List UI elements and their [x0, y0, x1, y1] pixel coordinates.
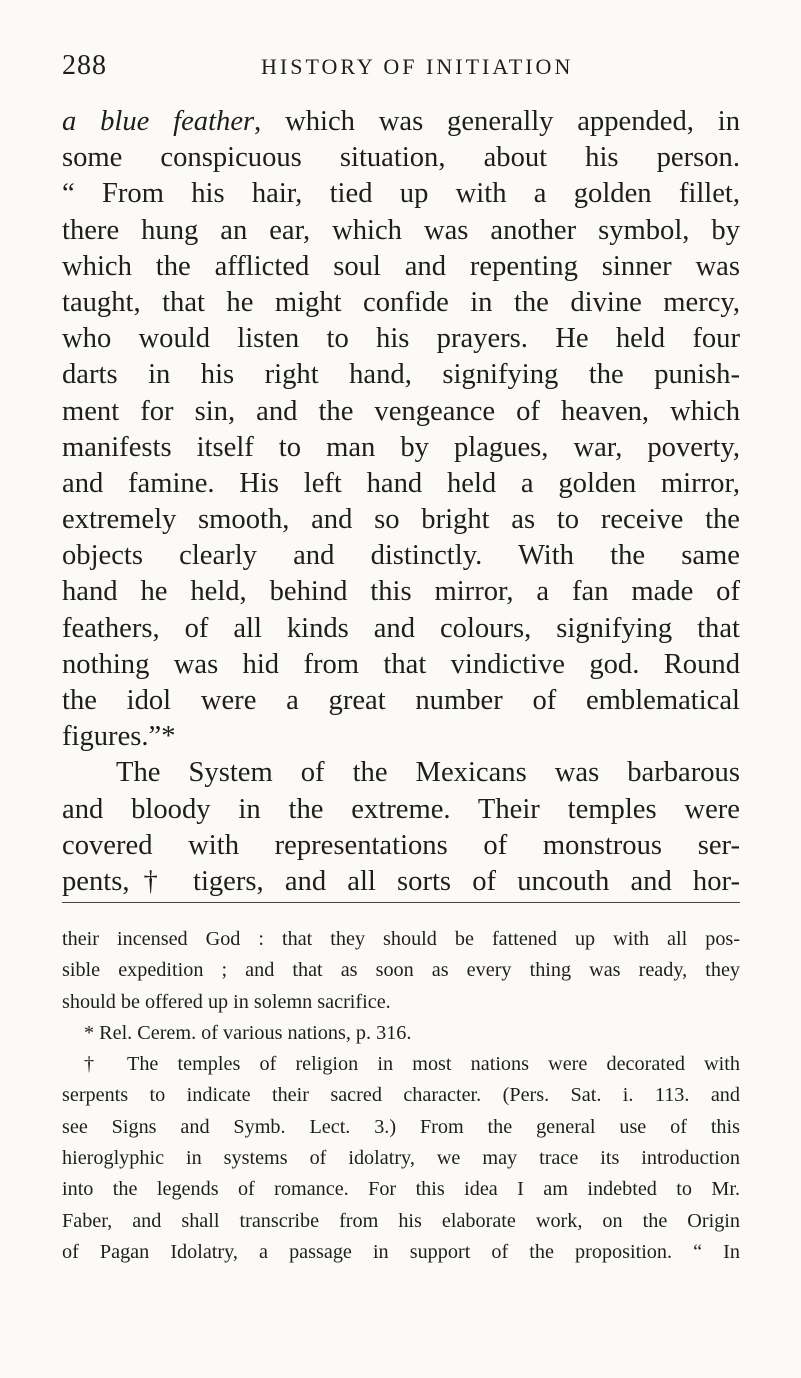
body-line: nothing was hid from that vindictive god. Round: [62, 648, 740, 680]
body-line: which the afflicted soul and repenting sinner was: [62, 250, 740, 282]
body-line: who would listen to his prayers. He held four: [62, 323, 740, 355]
footnote-line: Faber, and shall transcribe from his elaborate work, on the Origin: [62, 1209, 740, 1232]
footnote-rule: [62, 902, 740, 903]
italic-phrase: a blue feather: [62, 106, 255, 137]
footnote-line: into the legends of romance. For this idea I am indebted to Mr.: [62, 1178, 740, 1201]
body-line: and bloody in the extreme. Their temples were: [62, 793, 740, 825]
footnote-temples: † The temples of religion in most nations were decorated with: [84, 1053, 740, 1076]
page-header: [62, 50, 740, 90]
footnote-line: sible expedition ; and that as soon as every thing was ready, they: [62, 959, 740, 982]
body-line: the idol were a great number of emblematical: [62, 685, 740, 716]
body-line: pents,† tigers, and all sorts of uncouth and hor-: [62, 865, 740, 897]
running-head: HISTORY OF INITIATION: [261, 54, 574, 79]
footnote-line: serpents to indicate their sacred character. (Pers. Sat. i. 113. and: [62, 1084, 740, 1107]
footnote-line: of Pagan Idolatry, a passage in support of the proposition. “ In: [62, 1240, 740, 1263]
body-line: extremely smooth, and so bright as to receive the: [62, 504, 740, 536]
footnote-line: should be offered up in solemn sacrifice.: [62, 990, 391, 1013]
body-line: some conspicuous situation, about his person.: [62, 142, 740, 174]
body-text: [62, 104, 740, 900]
footnote-rel-cerem: * Rel. Cerem. of various nations, p. 316.: [84, 1021, 412, 1044]
body-line: “ From his hair, tied up with a golden fillet,: [62, 178, 740, 210]
body-line: darts in his right hand, signifying the punish-: [62, 359, 740, 391]
body-line: there hung an ear, which was another symbol, by: [62, 214, 740, 246]
paragraph-start: The System of the Mexicans was barbarous: [116, 757, 740, 789]
body-line: and famine. His left hand held a golden mirror,: [62, 467, 740, 499]
body-line: ment for sin, and the vengeance of heaven, which: [62, 395, 740, 427]
body-line: taught, that he might confide in the divine mercy,: [62, 286, 740, 318]
body-line: hand he held, behind this mirror, a fan made of: [62, 576, 740, 608]
footnotes: [62, 924, 740, 1268]
footnote-line: see Signs and Symb. Lect. 3.) From the general use of this: [62, 1115, 740, 1138]
body-line: objects clearly and distinctly. With the same: [62, 540, 740, 572]
page-number: 288: [62, 50, 107, 81]
footnote-line: hieroglyphic in systems of idolatry, we may trace its introduction: [62, 1147, 740, 1170]
body-line: covered with representations of monstrous ser-: [62, 829, 740, 861]
body-line: figures.”*: [62, 721, 176, 753]
body-line: a blue feather, which was generally appended, in: [62, 106, 740, 137]
footnote-line: their incensed God : that they should be fattened up with all pos-: [62, 928, 740, 950]
body-line: manifests itself to man by plagues, war, poverty,: [62, 431, 740, 463]
body-line: feathers, of all kinds and colours, signifying that: [62, 612, 740, 644]
